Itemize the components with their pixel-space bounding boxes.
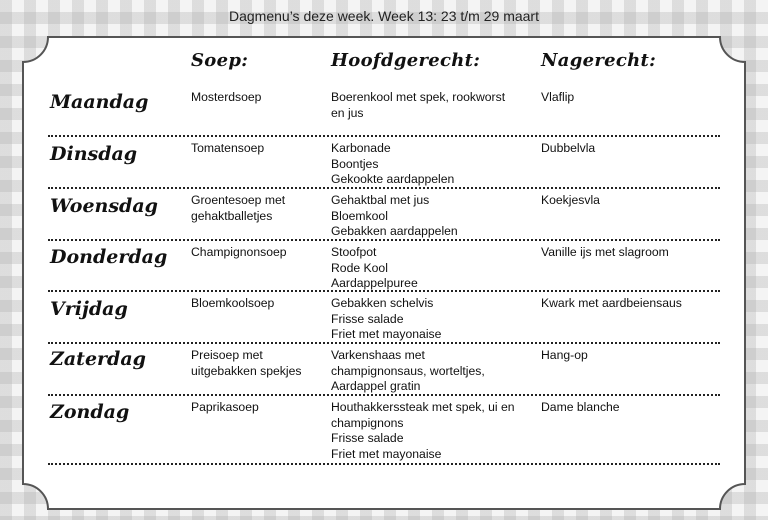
row-separator — [48, 187, 720, 189]
hoofdgerecht-line: en jus — [331, 105, 364, 120]
hoofdgerecht-line: Frisse salade — [331, 311, 404, 326]
hoofdgerecht-line: Karbonade — [331, 141, 391, 155]
row-separator — [48, 463, 720, 465]
soep-cell — [191, 245, 287, 261]
day-label: Donderdag — [50, 246, 168, 268]
soep-cell — [191, 141, 264, 157]
hoofdgerecht-cell — [331, 400, 515, 462]
soep-line: Tomatensoep — [191, 141, 265, 155]
hoofdgerecht-line: Aardappel gratin — [331, 379, 421, 393]
nagerecht-line: Vlaflip — [541, 90, 575, 104]
hoofdgerecht-line: Gehaktbal met jus — [331, 193, 430, 207]
nagerecht-cell — [541, 400, 620, 416]
soep-cell — [191, 90, 261, 106]
row-separator — [48, 135, 720, 137]
nagerecht-cell — [541, 348, 588, 364]
soep-line: uitgebakken spekjes — [191, 363, 302, 378]
nagerecht-line: Dame blanche — [541, 400, 620, 414]
nagerecht-line: Hang-op — [541, 348, 588, 362]
hoofdgerecht-line: Gekookte aardappelen — [331, 172, 455, 186]
nagerecht-cell — [541, 245, 669, 261]
hoofdgerecht-cell — [331, 193, 458, 240]
hoofdgerecht-line: Gebakken schelvis — [331, 296, 434, 310]
nagerecht-cell — [541, 193, 600, 209]
hoofdgerecht-cell — [331, 245, 418, 292]
soep-line: Mosterdsoep — [191, 90, 262, 104]
soep-line: Champignonsoep — [191, 245, 287, 259]
soep-cell — [191, 193, 285, 224]
hoofdgerecht-line: Boontjes — [331, 156, 379, 171]
hoofdgerecht-line: Aardappelpuree — [331, 276, 418, 290]
hoofdgerecht-line: Stoofpot — [331, 245, 377, 259]
hoofdgerecht-line: Houthakkerssteak met spek, ui en — [331, 400, 515, 414]
day-label: Vrijdag — [50, 298, 128, 320]
column-header-soep: Soep: — [191, 50, 249, 71]
hoofdgerecht-line: champignons — [331, 415, 404, 430]
hoofdgerecht-line: Friet met mayonaise — [331, 446, 442, 461]
nagerecht-line: Dubbelvla — [541, 141, 596, 155]
soep-line: gehaktballetjes — [191, 208, 273, 223]
hoofdgerecht-line: Rode Kool — [331, 260, 388, 275]
soep-cell — [191, 296, 274, 312]
row-separator — [48, 290, 720, 292]
nagerecht-line: Koekjesvla — [541, 193, 600, 207]
hoofdgerecht-line: Frisse salade — [331, 431, 404, 445]
nagerecht-cell — [541, 141, 595, 157]
hoofdgerecht-cell — [331, 348, 485, 395]
hoofdgerecht-cell — [331, 90, 505, 121]
soep-line: Preisoep met — [191, 348, 263, 362]
row-separator — [48, 342, 720, 344]
nagerecht-cell — [541, 90, 574, 106]
soep-line: Groentesoep met — [191, 193, 286, 207]
column-header-hoofdgerecht: Hoofdgerecht: — [331, 50, 481, 71]
nagerecht-line: Vanille ijs met slagroom — [541, 245, 669, 259]
hoofdgerecht-line: Gebakken aardappelen — [331, 224, 458, 238]
hoofdgerecht-line: Boerenkool met spek, rookworst — [331, 90, 506, 104]
nagerecht-line: Kwark met aardbeiensaus — [541, 296, 682, 310]
soep-line: Paprikasoep — [191, 400, 259, 414]
page-title: Dagmenu’s deze week. Week 13: 23 t/m 29 maart — [229, 8, 539, 24]
soep-cell — [191, 348, 301, 379]
day-label: Zondag — [50, 401, 130, 423]
row-separator — [48, 394, 720, 396]
hoofdgerecht-line: Bloemkool — [331, 208, 388, 223]
day-label: Zaterdag — [50, 348, 146, 370]
soep-cell — [191, 400, 259, 416]
row-separator — [48, 239, 720, 241]
day-label: Maandag — [50, 91, 149, 113]
day-label: Dinsdag — [50, 143, 138, 165]
hoofdgerecht-line: Friet met mayonaise — [331, 327, 442, 341]
hoofdgerecht-line: champignonsaus, worteltjes, — [331, 363, 485, 378]
soep-line: Bloemkoolsoep — [191, 296, 275, 310]
hoofdgerecht-line: Varkenshaas met — [331, 348, 425, 362]
day-label: Woensdag — [50, 195, 158, 217]
column-header-nagerecht: Nagerecht: — [541, 50, 657, 71]
hoofdgerecht-cell — [331, 296, 441, 343]
hoofdgerecht-cell — [331, 141, 454, 188]
nagerecht-cell — [541, 296, 682, 312]
